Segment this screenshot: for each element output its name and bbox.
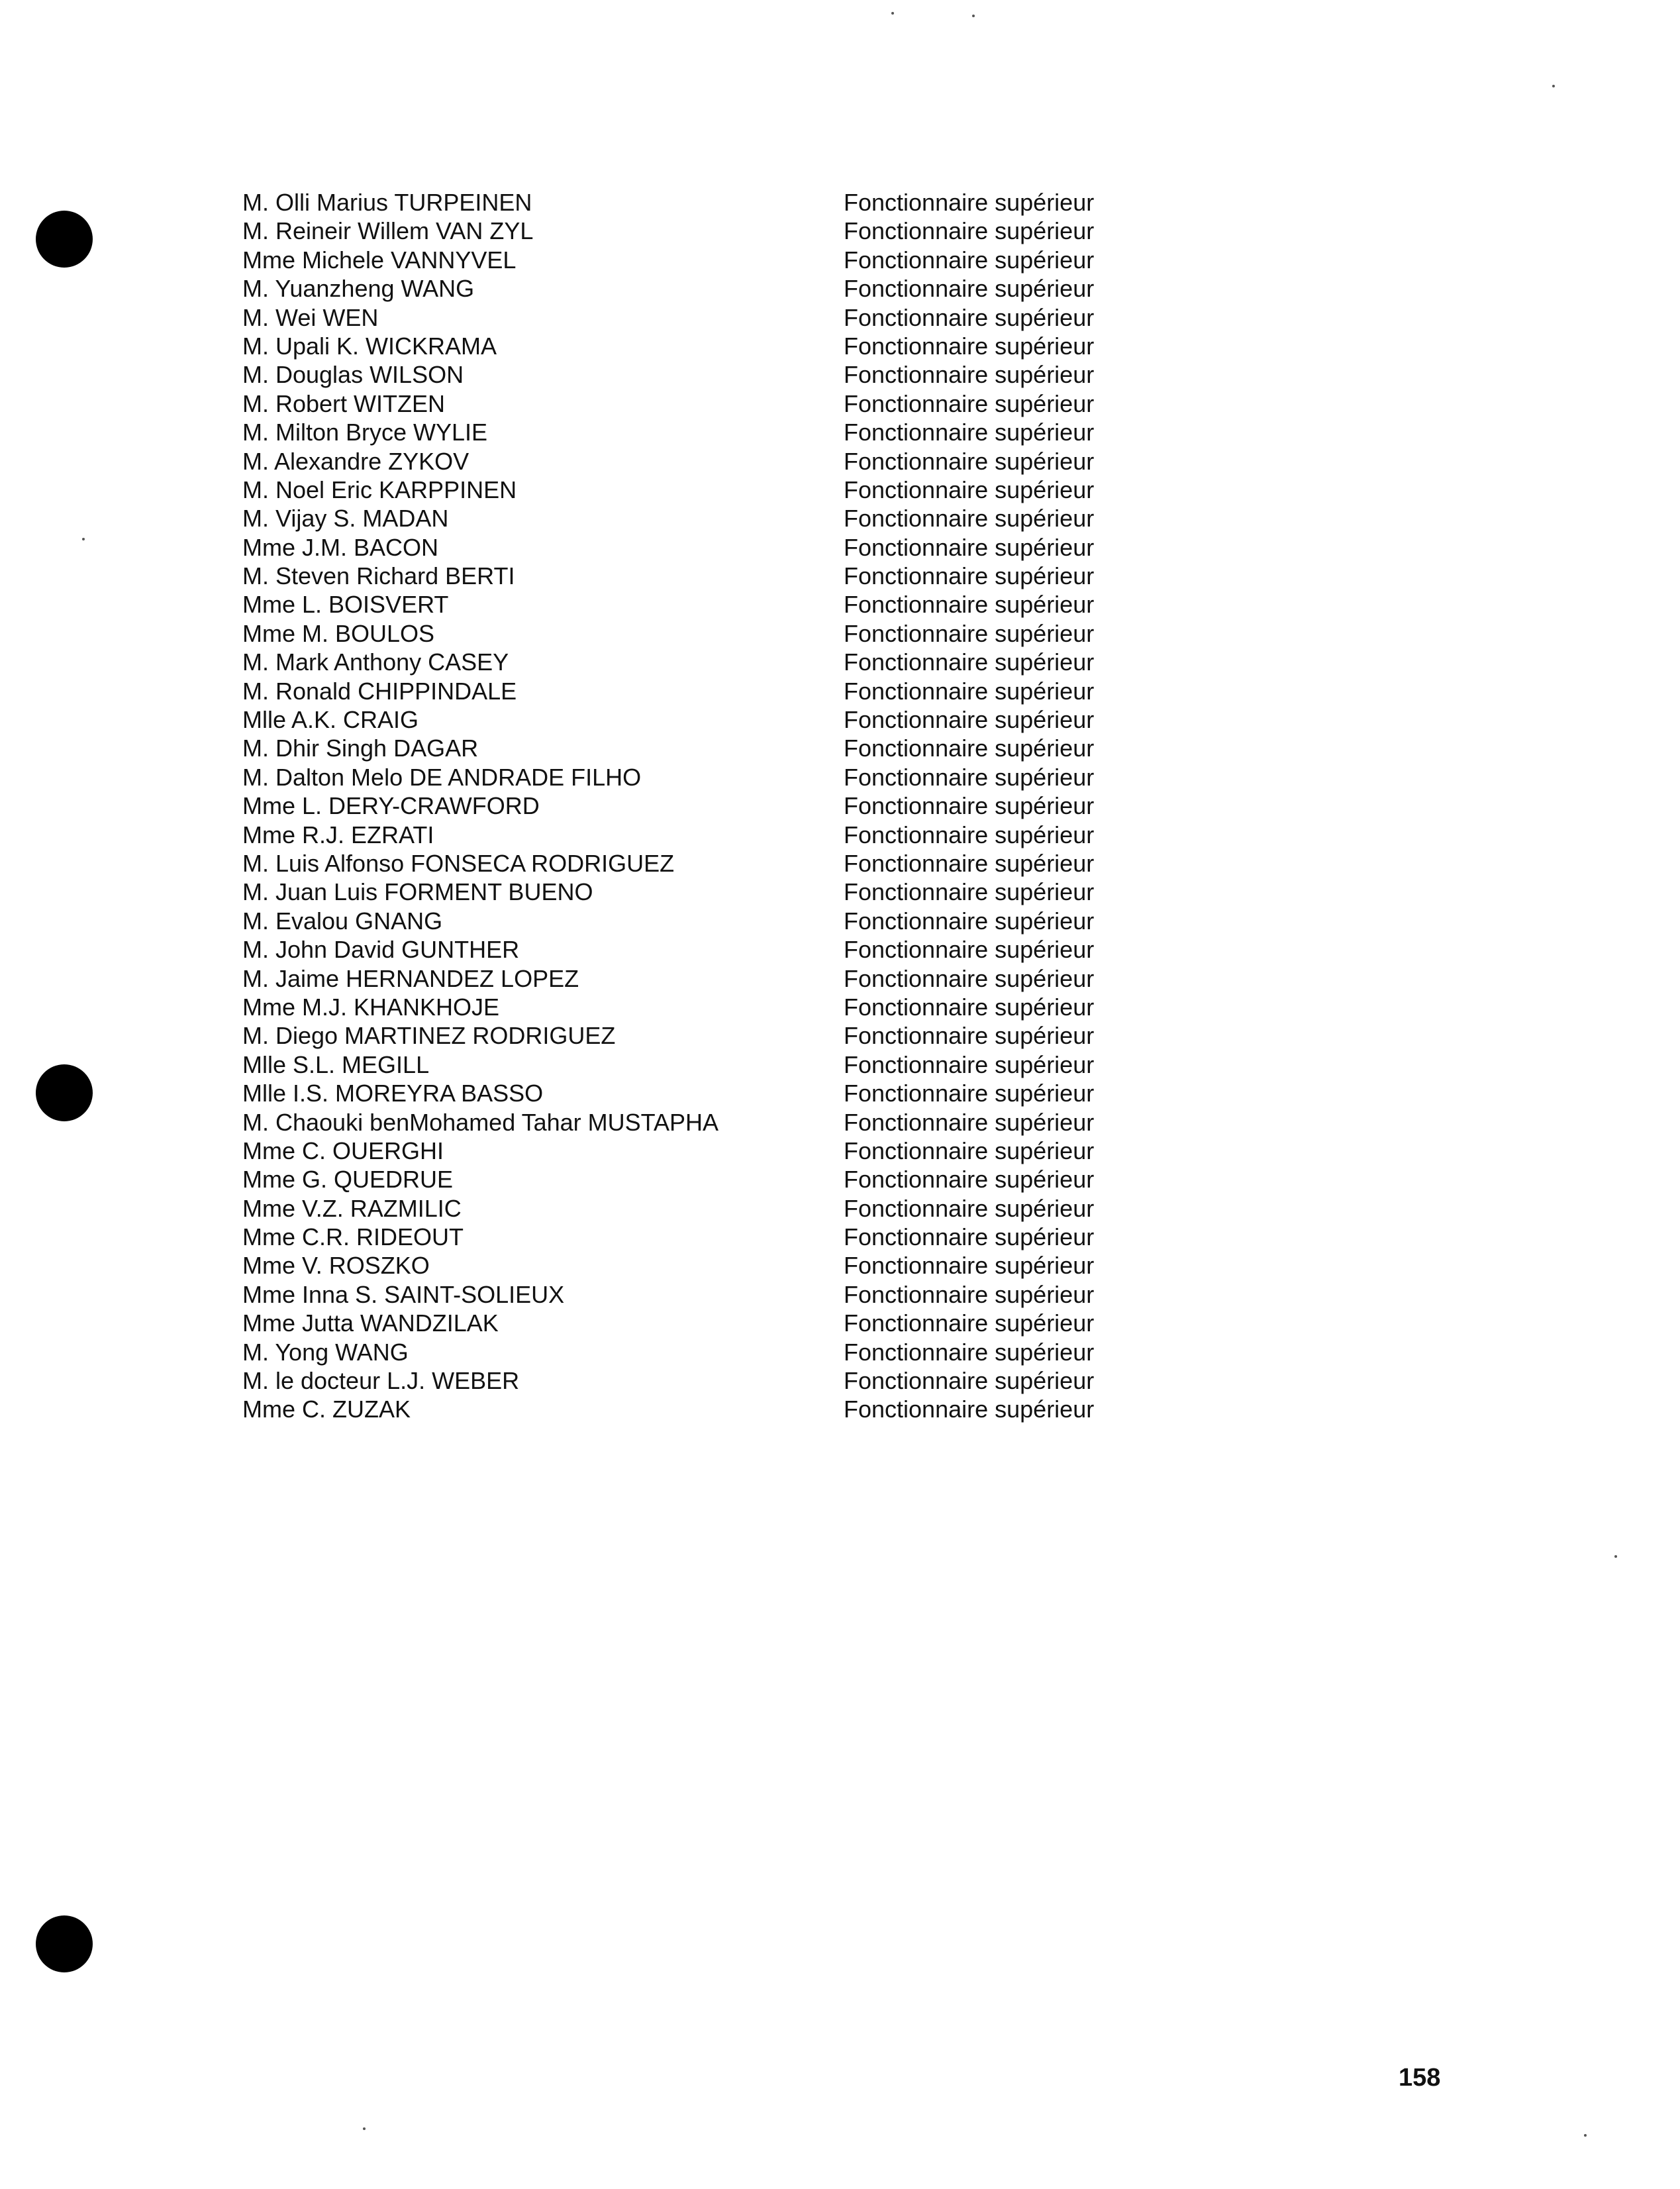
list-item [242,476,1169,504]
person-title: Fonctionnaire supérieur [844,303,1095,331]
person-name: M. Robert WITZEN [242,389,446,417]
person-title: Fonctionnaire supérieur [844,1022,1095,1050]
person-name: Mme M. BOULOS [242,619,435,647]
person-name: Mme Michele VANNYVEL [242,246,517,274]
list-item [242,418,1169,446]
scan-speck [972,15,975,17]
page-number: 158 [1399,2064,1441,2092]
person-name: Mme J.M. BACON [242,533,439,561]
person-name: M. Yong WANG [242,1338,409,1366]
person-name: M. Milton Bryce WYLIE [242,419,488,446]
list-item [242,274,1169,303]
list-item [242,1079,1169,1107]
person-title: Fonctionnaire supérieur [844,447,1095,475]
person-name: Mme C. OUERGHI [242,1137,444,1164]
scan-speck [1584,2134,1587,2137]
list-item [242,1309,1169,1337]
person-title: Fonctionnaire supérieur [844,1050,1095,1078]
person-name: Mme Inna S. SAINT-SOLIEUX [242,1280,565,1308]
list-item [242,1165,1169,1194]
list-item [242,447,1169,476]
scan-speck [363,2127,366,2130]
person-title: Fonctionnaire supérieur [844,849,1095,877]
person-name: M. Wei WEN [242,303,379,331]
list-item [242,677,1169,705]
person-title: Fonctionnaire supérieur [844,619,1095,647]
person-name: Mme R.J. EZRATI [242,821,434,848]
list-item [242,705,1169,734]
person-name: M. Luis Alfonso FONSECA RODRIGUEZ [242,849,675,877]
list-item [242,533,1169,562]
list-item [242,619,1169,648]
person-title: Fonctionnaire supérieur [844,936,1095,964]
list-item [242,648,1169,676]
person-name: M. Olli Marius TURPEINEN [242,189,532,216]
list-item [242,993,1169,1021]
person-title: Fonctionnaire supérieur [844,964,1095,992]
person-title: Fonctionnaire supérieur [844,505,1095,533]
person-name: M. Steven Richard BERTI [242,562,515,590]
list-item [242,1395,1169,1423]
person-title: Fonctionnaire supérieur [844,246,1095,274]
person-title: Fonctionnaire supérieur [844,476,1095,503]
person-name: Mme G. QUEDRUE [242,1166,454,1194]
person-name: Mme V.Z. RAZMILIC [242,1194,462,1222]
person-title: Fonctionnaire supérieur [844,1194,1095,1222]
person-title: Fonctionnaire supérieur [844,677,1095,705]
list-item [242,562,1169,590]
person-title: Fonctionnaire supérieur [844,735,1095,762]
list-item [242,504,1169,533]
person-title: Fonctionnaire supérieur [844,763,1095,791]
person-title: Fonctionnaire supérieur [844,533,1095,561]
person-name: M. Yuanzheng WANG [242,275,475,303]
list-item [242,1108,1169,1137]
person-title: Fonctionnaire supérieur [844,1137,1095,1164]
person-name: M. Alexandre ZYKOV [242,447,469,475]
list-item [242,590,1169,619]
person-title: Fonctionnaire supérieur [844,1309,1095,1337]
person-name: Mlle I.S. MOREYRA BASSO [242,1080,544,1107]
scan-speck [1552,85,1555,87]
list-item [242,1050,1169,1079]
person-title: Fonctionnaire supérieur [844,217,1095,245]
person-name: Mlle A.K. CRAIG [242,706,419,734]
person-name: M. Juan Luis FORMENT BUENO [242,878,593,906]
person-name: Mme C. ZUZAK [242,1396,411,1423]
list-item [242,1194,1169,1223]
person-name: M. Upali K. WICKRAMA [242,332,497,360]
list-item [242,734,1169,762]
list-item [242,1021,1169,1050]
person-title: Fonctionnaire supérieur [844,1338,1095,1366]
list-item [242,1223,1169,1251]
list-item [242,188,1169,217]
person-name: M. Diego MARTINEZ RODRIGUEZ [242,1022,616,1050]
scan-speck [1614,1555,1617,1558]
person-name: M. Vijay S. MADAN [242,505,449,533]
person-name: M. Ronald CHIPPINDALE [242,677,517,705]
person-title: Fonctionnaire supérieur [844,1367,1095,1395]
person-name: Mme M.J. KHANKHOJE [242,993,500,1021]
list-item [242,849,1169,878]
person-title: Fonctionnaire supérieur [844,878,1095,906]
person-title: Fonctionnaire supérieur [844,189,1095,216]
person-title: Fonctionnaire supérieur [844,1080,1095,1107]
list-item [242,964,1169,993]
person-title: Fonctionnaire supérieur [844,706,1095,734]
punch-hole [36,1915,93,1972]
person-title: Fonctionnaire supérieur [844,1280,1095,1308]
person-name: M. Douglas WILSON [242,361,464,389]
person-name: M. Dalton Melo DE ANDRADE FILHO [242,763,642,791]
person-title: Fonctionnaire supérieur [844,792,1095,820]
person-title: Fonctionnaire supérieur [844,648,1095,676]
person-title: Fonctionnaire supérieur [844,591,1095,619]
list-item [242,1137,1169,1165]
person-title: Fonctionnaire supérieur [844,907,1095,935]
person-title: Fonctionnaire supérieur [844,821,1095,848]
person-name: M. John David GUNTHER [242,936,520,964]
person-title: Fonctionnaire supérieur [844,1166,1095,1194]
list-item [242,1280,1169,1309]
person-title: Fonctionnaire supérieur [844,1252,1095,1280]
person-name: M. Noel Eric KARPPINEN [242,476,517,503]
list-item [242,1366,1169,1395]
list-item [242,878,1169,906]
scan-speck [82,538,85,540]
list-item [242,821,1169,849]
list-item [242,246,1169,274]
scan-speck [891,12,894,15]
list-item [242,303,1169,332]
list-item [242,332,1169,360]
person-title: Fonctionnaire supérieur [844,361,1095,389]
list-item [242,360,1169,389]
list-item [242,217,1169,245]
list-item [242,1338,1169,1366]
list-item [242,935,1169,964]
list-item [242,389,1169,418]
person-title: Fonctionnaire supérieur [844,1108,1095,1136]
person-name: Mme V. ROSZKO [242,1252,430,1280]
person-title: Fonctionnaire supérieur [844,1223,1095,1251]
person-title: Fonctionnaire supérieur [844,389,1095,417]
person-name: Mme Jutta WANDZILAK [242,1309,499,1337]
punch-hole [36,211,93,268]
person-name: M. Reineir Willem VAN ZYL [242,217,534,245]
person-name: Mlle S.L. MEGILL [242,1050,430,1078]
person-title: Fonctionnaire supérieur [844,993,1095,1021]
person-name: M. Chaouki benMohamed Tahar MUSTAPHA [242,1108,718,1136]
person-title: Fonctionnaire supérieur [844,419,1095,446]
person-title: Fonctionnaire supérieur [844,1396,1095,1423]
person-name: Mme L. BOISVERT [242,591,449,619]
person-title: Fonctionnaire supérieur [844,332,1095,360]
person-name: M. Mark Anthony CASEY [242,648,509,676]
person-name: M. Dhir Singh DAGAR [242,735,479,762]
person-name: Mme C.R. RIDEOUT [242,1223,464,1251]
person-name: M. le docteur L.J. WEBER [242,1367,520,1395]
list-item [242,763,1169,791]
person-name: M. Jaime HERNANDEZ LOPEZ [242,964,579,992]
person-name: Mme L. DERY-CRAWFORD [242,792,540,820]
punch-hole [36,1064,93,1121]
personnel-list [242,188,1169,1424]
list-item [242,791,1169,820]
list-item [242,1251,1169,1280]
person-name: M. Evalou GNANG [242,907,443,935]
list-item [242,907,1169,935]
person-title: Fonctionnaire supérieur [844,275,1095,303]
person-title: Fonctionnaire supérieur [844,562,1095,590]
